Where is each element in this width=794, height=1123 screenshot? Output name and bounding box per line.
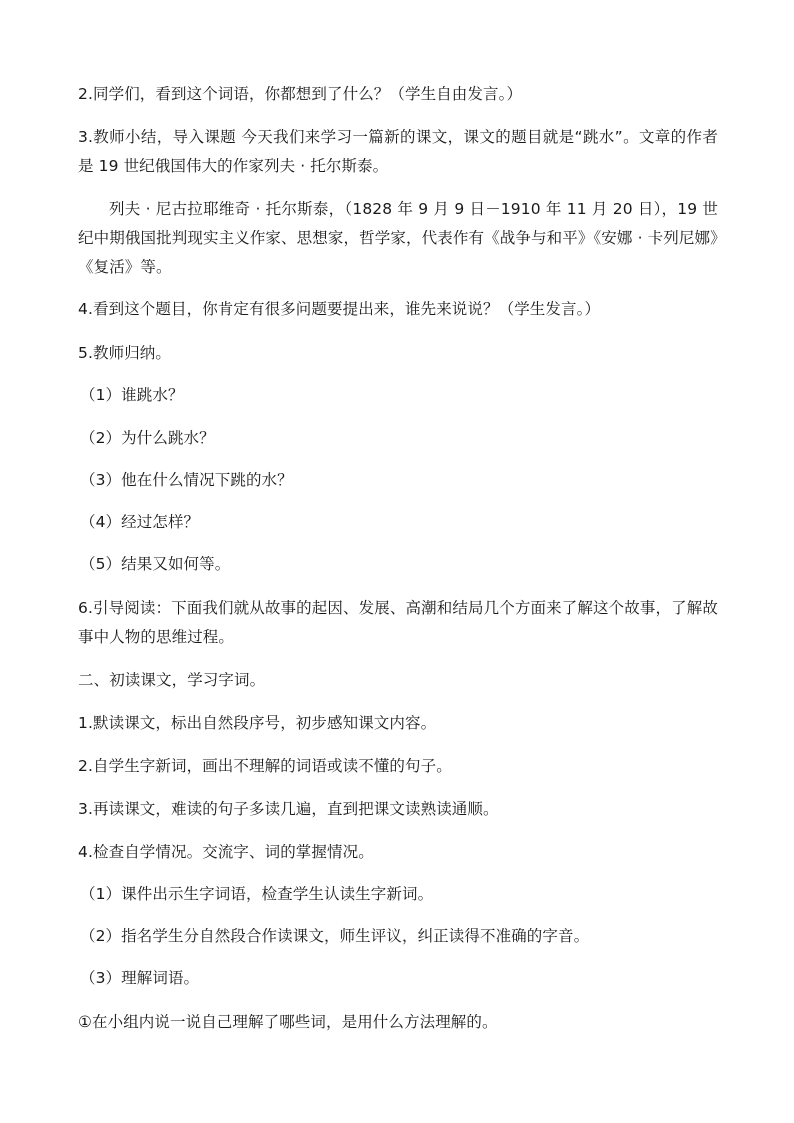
list-item-check-2: （2）指名学生分自然段合作读课文，师生评议，纠正读得不准确的字音。 (80, 927, 590, 945)
section-heading-first-reading: 二、初读课文，学习字词。 (78, 671, 266, 689)
list-item-circled-1: ①在小组内说一说自己理解了哪些词，是用什么方法理解的。 (78, 1013, 498, 1031)
list-item-question-5: （5）结果又如何等。 (80, 555, 231, 573)
paragraph-step-3: 3.再读课文，难读的句子多读几遍，直到把课文读熟读通顺。 (78, 800, 499, 818)
list-item-question-4: （4）经过怎样？ (80, 513, 200, 531)
paragraph-reading-guide: 6.引导阅读：下面我们就从故事的起因、发展、高潮和结局几个方面来了解这个故事，了解故事中人物的思维过程。 (78, 599, 718, 646)
paragraph-teacher-summary: 3.教师小结，导入课题 今天我们来学习一篇新的课文，课文的题目就是“跳水”。文章的作者是 19 世纪俄国伟大的作家列夫 · 托尔斯泰。 (78, 128, 718, 175)
list-item-question-1: （1）谁跳水？ (80, 386, 184, 404)
paragraph-teacher-conclusion: 5.教师归纳。 (78, 344, 171, 362)
list-item-check-1: （1）课件出示生字词语，检查学生认读生字新词。 (80, 885, 434, 903)
paragraph-step-1: 1.默读课文，标出自然段序号，初步感知课文内容。 (78, 714, 437, 732)
paragraph-question-prompt: 4.看到这个题目，你肯定有很多问题要提出来，谁先来说说？（学生发言。） (78, 300, 601, 318)
paragraph-discussion-question: 2.同学们，看到这个词语，你都想到了什么？（学生自由发言。） (78, 85, 523, 103)
paragraph-step-4: 4.检查自学情况。交流字、词的掌握情况。 (78, 843, 374, 861)
list-item-question-3: （3）他在什么情况下跳的水？ (80, 471, 293, 489)
paragraph-author-bio: 列夫 · 尼古拉耶维奇 · 托尔斯泰，（1828 年 9 月 9 日－1910 年 11 月 20 日），19 世纪中期俄国批判现实主义作家、思想家，哲学家，代表作有《战争与和平》《安娜 · 卡列尼娜》《复活》等。 (78, 200, 718, 276)
paragraph-step-2: 2.自学生字新词，画出不理解的词语或读不懂的句子。 (78, 757, 452, 775)
list-item-check-3: （3）理解词语。 (80, 969, 200, 987)
list-item-question-2: （2）为什么跳水？ (80, 429, 215, 447)
